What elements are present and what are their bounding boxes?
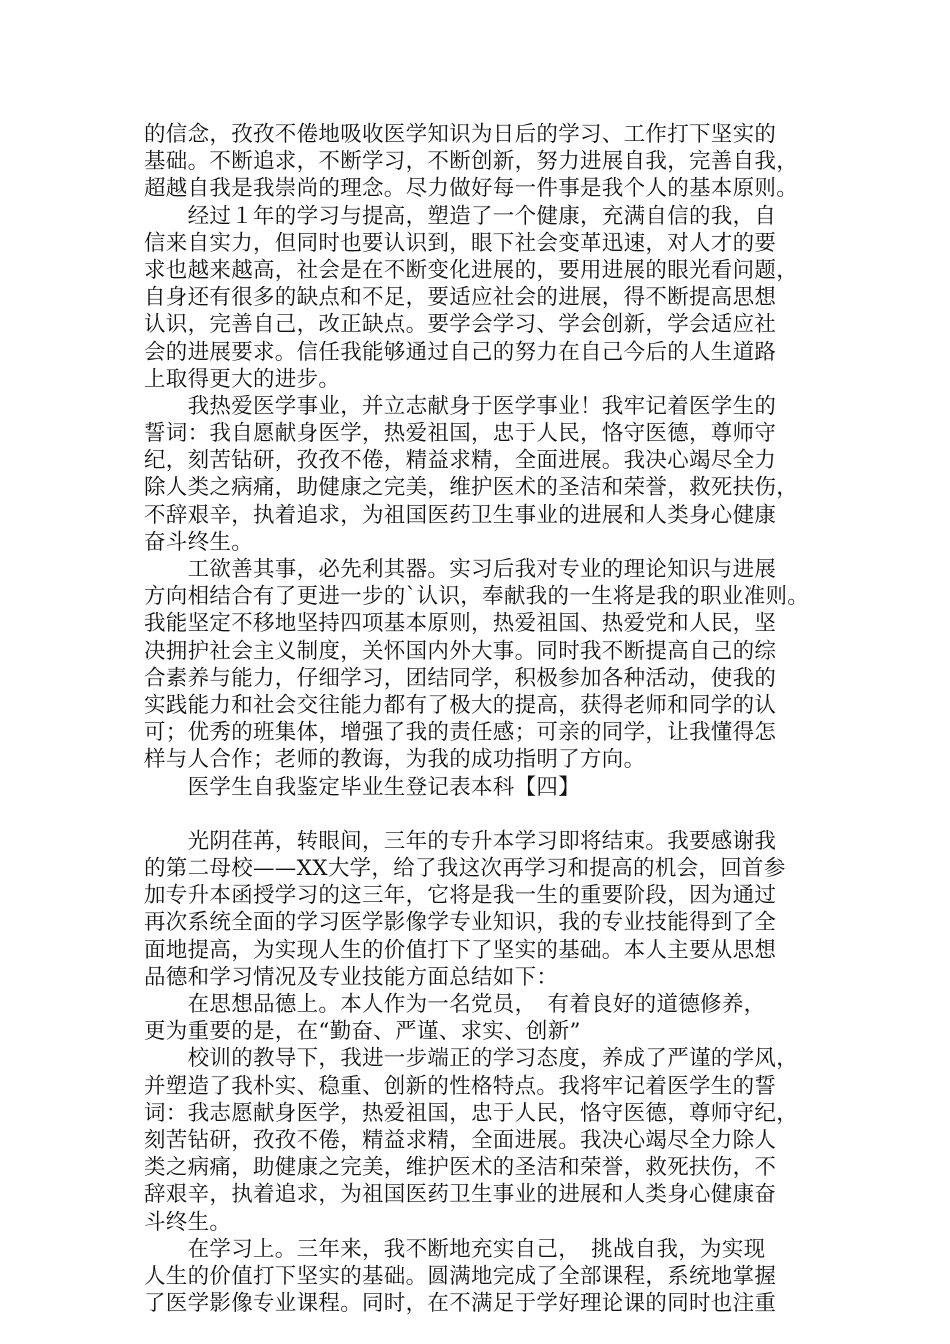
text-line: 更为重要的是，在“勤奋、严谨、求实、创新” bbox=[144, 1019, 581, 1045]
text-line: 辞艰辛，执着追求，为祖国医药卫生事业的进展和人类身心健康奋 bbox=[144, 1182, 777, 1208]
text-line: 除人类之病痛，助健康之完美，维护医术的圣洁和荣誉，救死扶伤， bbox=[144, 475, 799, 501]
text-line: 实践能力和社会交往能力都有了极大的提高，获得老师和同学的认 bbox=[144, 692, 777, 718]
text-line: 在学习上。三年来，我不断地充实自己， 挑战自我，为实现 bbox=[144, 1236, 766, 1262]
text-line: 面地提高，为实现人生的价值打下了坚实的基础。本人主要从思想 bbox=[144, 937, 777, 963]
text-line: 可；优秀的班集体，增强了我的责任感；可亲的同学，让我懂得怎 bbox=[144, 720, 777, 746]
text-line: 誓词：我自愿献身医学，热爱祖国，忠于人民，恪守医德，尊师守 bbox=[144, 421, 777, 447]
text-line: 刻苦钻研，孜孜不倦，精益求精，全面进展。我决心竭尽全力除人 bbox=[144, 1127, 777, 1153]
text-line: 上取得更大的进步。 bbox=[144, 366, 341, 392]
text-line: 信来自实力，但同时也要认识到，眼下社会变革迅速，对人才的要 bbox=[144, 230, 777, 256]
text-line: 了医学影像专业课程。同时，在不满足于学好理论课的同时也注重 bbox=[144, 1291, 777, 1317]
document-body bbox=[144, 121, 808, 1317]
text-line: 类之病痛，助健康之完美，维护医术的圣洁和荣誉，救死扶伤，不 bbox=[144, 1155, 777, 1181]
text-line: 在思想品德上。本人作为一名党员， 有着良好的道德修养， bbox=[144, 992, 766, 1017]
text-line: 会的进展要求。信任我能够通过自己的努力在自己今后的人生道路 bbox=[144, 339, 777, 365]
text-line: 认识，完善自己，改正缺点。要学会学习、学会创新，学会适应社 bbox=[144, 312, 777, 338]
text-line: 光阴荏苒，转眼间，三年的专升本学习即将结束。我要感谢我 bbox=[144, 828, 777, 854]
text-line: 人生的价值打下坚实的基础。圆满地完成了全部课程，系统地掌握 bbox=[144, 1263, 777, 1289]
text-line: 决拥护社会主义制度，关怀国内外大事。同时我不断提高自己的综 bbox=[144, 638, 777, 664]
text-line: 并塑造了我朴实、稳重、创新的性格特点。我将牢记着医学生的誓 bbox=[144, 1073, 777, 1099]
text-line: 经过１年的学习与提高，塑造了一个健康，充满自信的我，自 bbox=[144, 203, 777, 229]
text-line: 斗终生。 bbox=[144, 1209, 232, 1235]
text-line: 我能坚定不移地坚持四项基本原则，热爱祖国、热爱党和人民，坚 bbox=[144, 611, 777, 637]
text-line: 的信念，孜孜不倦地吸收医学知识为日后的学习、工作打下坚实的 bbox=[144, 122, 777, 147]
text-line: 合素养与能力，仔细学习，团结同学，积极参加各种活动，使我的 bbox=[144, 665, 777, 691]
text-line: 方向相结合有了更进一步的`认识，奉献我的一生将是我的职业准则。 bbox=[144, 584, 810, 610]
text-line: 的第二母校——XX大学，给了我这次再学习和提高的机会，回首参 bbox=[144, 856, 786, 882]
text-line: 加专升本函授学习的这三年，它将是我一生的重要阶段，因为通过 bbox=[144, 883, 777, 909]
text-line: 基础。不断追求，不断学习，不断创新，努力进展自我，完善自我， bbox=[144, 149, 799, 175]
text-line: 再次系统全面的学习医学影像学专业知识，我的专业技能得到了全 bbox=[144, 910, 777, 936]
text-line: 不辞艰辛，执着追求，为祖国医药卫生事业的进展和人类身心健康 bbox=[144, 502, 777, 528]
text-line: 奋斗终生。 bbox=[144, 529, 254, 555]
text-line: 求也越来越高，社会是在不断变化进展的，要用进展的眼光看问题， bbox=[144, 257, 799, 283]
text-line: 校训的教导下，我进一步端正的学习态度，养成了严谨的学风， bbox=[144, 1046, 799, 1072]
text-line: 样与人合作；老师的教诲，为我的成功指明了方向。 bbox=[144, 747, 646, 773]
text-line: 品德和学习情况及专业技能方面总结如下： bbox=[144, 964, 559, 990]
blank-line bbox=[144, 801, 808, 828]
text-line: 超越自我是我崇尚的理念。尽力做好每一件事是我个人的基本原则。 bbox=[144, 176, 799, 202]
text-line: 我热爱医学事业，并立志献身于医学事业！我牢记着医学生的 bbox=[144, 393, 777, 419]
text-line: 词：我志愿献身医学，热爱祖国，忠于人民，恪守医德，尊师守纪， bbox=[144, 1100, 799, 1126]
text-line: 纪，刻苦钻研，孜孜不倦，精益求精，全面进展。我决心竭尽全力 bbox=[144, 448, 777, 474]
text-line: 自身还有很多的缺点和不足，要适应社会的进展，得不断提高思想 bbox=[144, 285, 777, 311]
section-heading: 医学生自我鉴定毕业生登记表本科【四】 bbox=[144, 774, 581, 800]
text-line: 工欲善其事，必先利其器。实习后我对专业的理论知识与进展 bbox=[144, 557, 777, 582]
